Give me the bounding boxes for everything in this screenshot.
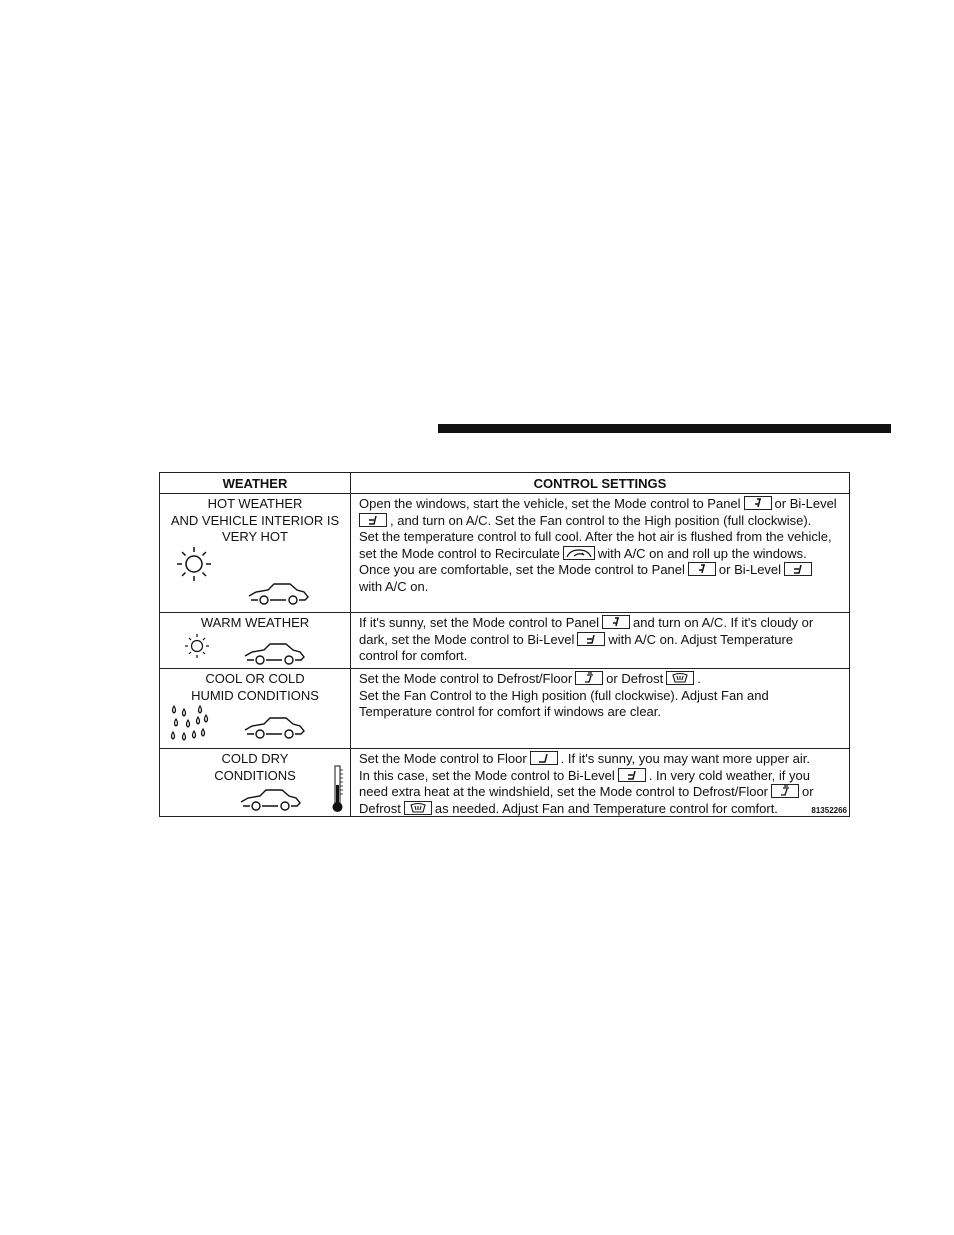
panel-mode-icon — [602, 615, 630, 629]
control-text-hot: Open the windows, start the vehicle, set the Mode control to Panel or Bi-Level , and turn on A/C. Set the Fan control to the High position (full clockwise). Set the temperature control to full cool. After the hot air is flushed from the vehicle, set the Mode control to Recirculate with A/C on and roll up the windows. Once you are comfortable, set the Mode control to Panel or Bi-Level with A/C on. — [359, 496, 837, 594]
car-icon — [242, 711, 306, 741]
weather-warm: WARM WEATHER — [200, 615, 310, 630]
row-divider — [160, 612, 849, 613]
sun-icon — [177, 546, 211, 582]
raindrops-icon — [170, 704, 210, 746]
bi-level-mode-icon — [577, 632, 605, 646]
section-rule — [438, 424, 891, 433]
weather-cold-dry: COLD DRY CONDITIONS — [214, 751, 296, 783]
row-divider — [160, 748, 849, 749]
weather-hot: HOT WEATHER AND VEHICLE INTERIOR IS VERY HOT — [170, 496, 340, 544]
bi-level-mode-icon — [618, 768, 646, 782]
recirculate-icon — [563, 546, 595, 560]
bi-level-mode-icon — [359, 513, 387, 527]
panel-mode-icon — [744, 496, 772, 510]
weather-cool-humid: COOL OR COLD HUMID CONDITIONS — [191, 671, 319, 703]
car-icon — [238, 783, 302, 813]
header-control-settings: CONTROL SETTINGS — [533, 476, 667, 491]
defrost-mode-icon — [404, 801, 432, 815]
bi-level-mode-icon — [784, 562, 812, 576]
sun-icon — [185, 633, 209, 659]
figure-code: 81352266 — [811, 806, 847, 815]
control-text-cool-humid: Set the Mode control to Defrost/Floor or Defrost . Set the Fan Control to the High position (full clockwise). Adjust Fan and Temperature control for comfort if windows are clear. — [359, 671, 769, 719]
row-divider — [160, 668, 849, 669]
header-divider — [160, 493, 849, 494]
defrost-mode-icon — [666, 671, 694, 685]
floor-mode-icon — [530, 751, 558, 765]
defrost-floor-mode-icon — [575, 671, 603, 685]
control-text-warm: If it's sunny, set the Mode control to Panel and turn on A/C. If it's cloudy or dark, set the Mode control to Bi-Level with A/C on. Adjust Temperature control for comfort. — [359, 615, 814, 663]
column-divider — [350, 473, 351, 816]
weather-control-table — [159, 472, 850, 817]
car-icon — [246, 577, 310, 607]
panel-mode-icon — [688, 562, 716, 576]
thermometer-icon — [330, 765, 346, 815]
car-icon — [242, 637, 306, 667]
defrost-floor-mode-icon — [771, 784, 799, 798]
header-weather: WEATHER — [222, 476, 288, 491]
control-text-cold-dry: Set the Mode control to Floor . If it's sunny, you may want more upper air. In this case, set the Mode control to Bi-Level . In very cold weather, if you need extra heat at the windshield, set the Mode control to Defrost/Floor or Defrost as needed. Adjust Fan and Temperature control for comfort. — [359, 751, 814, 816]
